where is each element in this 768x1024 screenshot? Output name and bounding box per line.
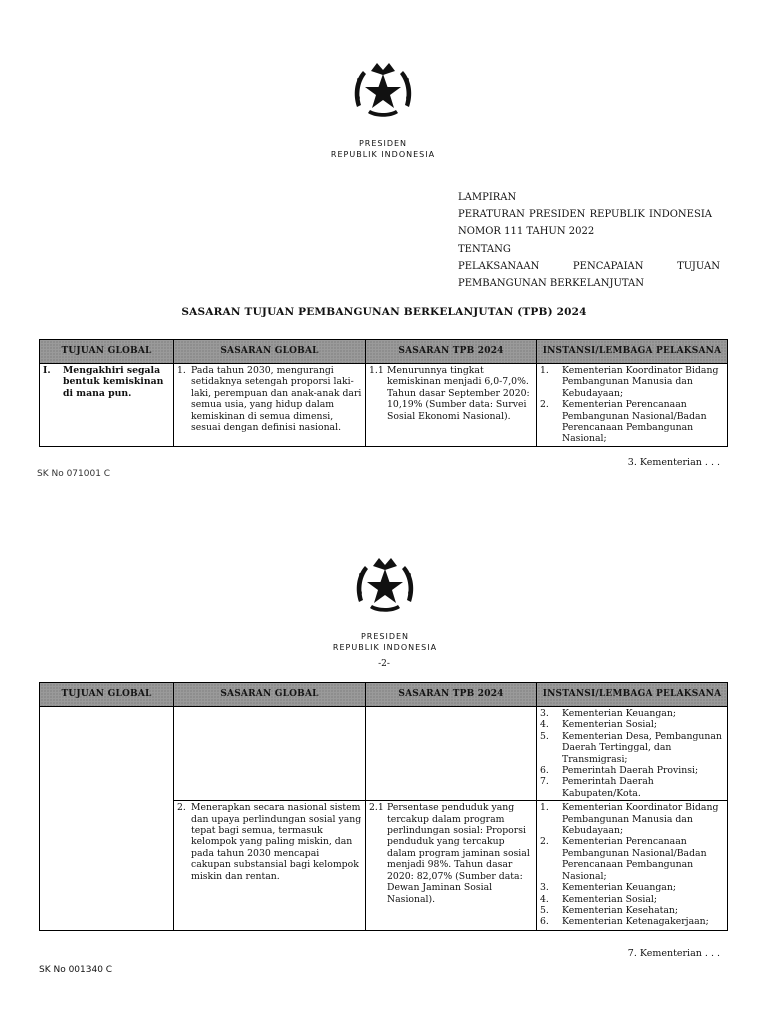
list-item-text: Kementerian Keuangan;: [562, 882, 676, 894]
list-item-number: 5.: [540, 730, 549, 742]
institution-line1: PRESIDEN: [360, 632, 410, 641]
header-sasaran-global: SASARAN GLOBAL: [174, 340, 366, 364]
lampiran-label: LAMPIRAN: [458, 192, 517, 203]
goal-number: I.: [43, 365, 51, 376]
list-item-text: Kementerian Koordinator Bidang Pembangunan Manusia dan Kebudayaan;: [562, 365, 719, 399]
list-item-number: 1.: [540, 802, 549, 814]
table-row: [40, 707, 728, 801]
garuda-emblem-icon: [352, 555, 418, 621]
lampiran-word-1: PELAKSANAAN: [458, 260, 540, 272]
list-item: [540, 365, 724, 399]
list-item-text: Kementerian Kesehatan;: [562, 904, 679, 916]
list-item-number: 7.: [540, 776, 549, 788]
document-title: SASARAN TUJUAN PEMBANGUNAN BERKELANJUTAN (TPB) 2024: [181, 306, 587, 318]
table-row: [40, 364, 728, 447]
global-target-cell: [174, 707, 366, 801]
list-item-number: 4.: [540, 893, 549, 905]
tpb-target-number: 1.1: [369, 365, 384, 376]
list-item-text: Kementerian Perencanaan Pembangunan Nasional/Badan Perencanaan Pembangunan Nasional;: [562, 836, 707, 882]
list-item-text: Kementerian Desa, Pembangunan Daerah Tertinggal, dan Transmigrasi;: [562, 730, 722, 765]
lampiran-word-3: TUJUAN: [677, 260, 720, 272]
tpb-target-cell: [366, 707, 537, 801]
list-item: [540, 765, 724, 776]
list-item-text: Kementerian Perencanaan Pembangunan Nasional/Badan Perencanaan Pembangunan Nasional;: [562, 399, 707, 445]
header-sasaran-tpb: SASARAN TPB 2024: [366, 340, 537, 364]
continuation-note-page2: 7. Kementerian . . .: [627, 948, 720, 959]
lampiran-regulation: PERATURAN PRESIDEN REPUBLIK INDONESIA: [458, 209, 713, 221]
list-item: [540, 719, 724, 730]
list-item: [540, 894, 724, 905]
global-target-text: Menerapkan secara nasional sistem dan upaya perlindungan sosial yang tepat bagi semua, termasuk kelompok yang paling miskin, dan pada tahun 2030 mencapai cakupan substansial bagi kelompok miskin dan rentan.: [191, 802, 362, 882]
header-instansi: INSTANSI/LEMBAGA PELAKSANA: [537, 340, 728, 364]
header-tujuan-global: TUJUAN GLOBAL: [40, 340, 174, 364]
serial-number-page2: SK No 001340 C: [39, 965, 113, 975]
list-item-number: 2.: [540, 836, 549, 848]
list-item-number: 2.: [540, 399, 549, 411]
instansi-cell: [537, 364, 728, 447]
sdg-table-page2: [39, 682, 728, 931]
goal-cell: [40, 364, 174, 447]
global-target-cell: [174, 364, 366, 447]
list-item: [540, 905, 724, 916]
tpb-target-text: Persentase penduduk yang tercakup dalam program perlindungan sosial: Proporsi penduduk yang tercakup dalam program jaminan sosial menjadi 98%. Tahun dasar 2020: 82,07% (Sumber data: Dewan Jaminan Sosial Nasional).: [387, 802, 530, 905]
lampiran-about: TENTANG: [458, 243, 511, 255]
instansi-cell: [537, 707, 728, 801]
institution-line2: REPUBLIK INDONESIA: [332, 643, 438, 652]
list-item-number: 4.: [540, 719, 549, 731]
lampiran-word-2: PENCAPAIAN: [572, 260, 644, 272]
tpb-target-number: 2.1: [369, 802, 384, 814]
list-item-text: Kementerian Keuangan;: [562, 708, 676, 719]
institution-line2: REPUBLIK INDONESIA: [330, 150, 436, 159]
list-item: [540, 836, 724, 882]
list-item-text: Pemerintah Daerah Provinsi;: [562, 765, 699, 777]
tpb-target-cell: [366, 364, 537, 447]
list-item-number: 3.: [540, 708, 549, 719]
continuation-note-page1: 3. Kementerian . . .: [627, 457, 720, 468]
list-item: [540, 731, 724, 765]
list-item: [540, 882, 724, 893]
list-item-number: 6.: [540, 916, 549, 928]
list-item-number: 1.: [540, 365, 549, 376]
institution-name: [285, 631, 485, 653]
garuda-emblem-icon: [350, 60, 416, 126]
institution-line1: PRESIDEN: [358, 139, 408, 148]
list-item-number: 6.: [540, 765, 549, 777]
institution-name: [283, 138, 483, 160]
instansi-cell: [537, 801, 728, 931]
list-item: [540, 399, 724, 445]
page-number: -2-: [378, 659, 390, 669]
list-item-number: 3.: [540, 882, 549, 894]
goal-text: Mengakhiri segala bentuk kemiskinan di mana pun.: [63, 365, 164, 399]
sdg-table-page1: [39, 339, 728, 447]
list-item-text: Kementerian Koordinator Bidang Pembangunan Manusia dan Kebudayaan;: [562, 802, 719, 837]
lampiran-subject-line1: [458, 258, 720, 275]
header-sasaran-global: SASARAN GLOBAL: [174, 683, 366, 707]
lampiran-subject-line2: PEMBANGUNAN BERKELANJUTAN: [458, 277, 644, 289]
header-instansi: INSTANSI/LEMBAGA PELAKSANA: [537, 683, 728, 707]
list-item-text: Kementerian Sosial;: [562, 893, 658, 905]
lampiran-block: [458, 189, 720, 292]
global-target-cell: [174, 801, 366, 931]
list-item-text: Pemerintah Daerah Kabupaten/Kota.: [562, 776, 654, 799]
header-tujuan-global: TUJUAN GLOBAL: [40, 683, 174, 707]
goal-cell: [40, 707, 174, 931]
list-item-text: Kementerian Ketenagakerjaan;: [562, 916, 709, 928]
table-header-row: [40, 683, 728, 707]
list-item: [540, 916, 724, 927]
list-item: [540, 802, 724, 836]
global-target-number: 1.: [177, 365, 186, 376]
global-target-text: Pada tahun 2030, mengurangi setidaknya setengah proporsi laki-laki, perempuan dan anak-anak dari semua usia, yang hidup dalam kemiskinan di semua dimensi, sesuai dengan definisi nasional.: [191, 365, 362, 434]
serial-number-page1: SK No 071001 C: [37, 469, 111, 479]
tpb-target-text: Menurunnya tingkat kemiskinan menjadi 6,0-7,0%. Tahun dasar September 2020: 10,19% (Sumber data: Survei Sosial Ekonomi Nasional).: [387, 365, 530, 422]
list-item: [540, 708, 724, 719]
header-sasaran-tpb: SASARAN TPB 2024: [366, 683, 537, 707]
table-header-row: [40, 340, 728, 364]
tpb-target-cell: [366, 801, 537, 931]
global-target-number: 2.: [177, 802, 186, 814]
lampiran-number: NOMOR 111 TAHUN 2022: [458, 226, 595, 238]
list-item-text: Kementerian Sosial;: [562, 719, 658, 731]
list-item: [540, 776, 724, 799]
list-item-number: 5.: [540, 904, 549, 916]
